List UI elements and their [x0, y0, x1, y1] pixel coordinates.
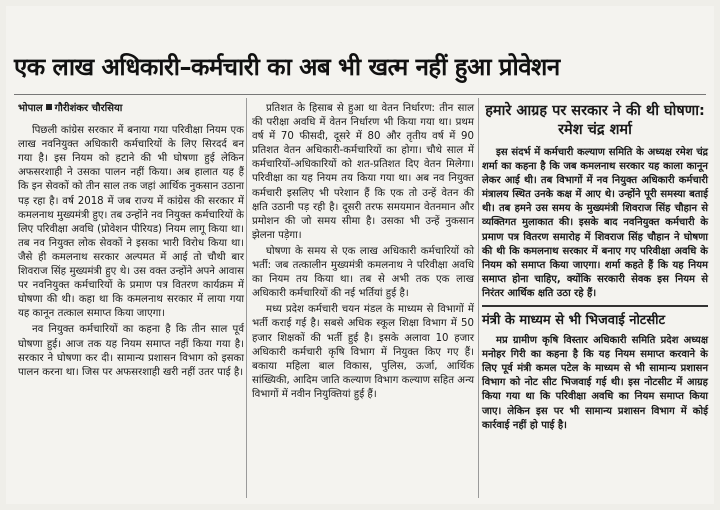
column-1: [18, 102, 244, 382]
headline-rule: [14, 94, 706, 95]
column-divider: [478, 98, 479, 498]
col2-paragraph-2: घोषणा के समय से एक लाख अधिकारी कर्मचारियों को भर्ती: जब तत्कालीन मुख्यमंत्री कमलनाथ ने परिवीक्षा अवधि का नियम तय किया था। तब से अभी तक एक लाख अधिकारी कर्मचारियों की नई भर्तियां हुई है।: [252, 245, 474, 300]
col2-paragraph-3: मध्य प्रदेश कर्मचारी चयन मंडल के माध्यम से विभागों में भर्ती कराई गई है। सबसे अधिक स्कूल शिक्षा विभाग में 50 हजार शिक्षकों की भर्ती हुई है। इसके अलावा 10 हजार अधिकारी कर्मचारी कृषि विभाग में नियुक्त किए गए हैं। बकाया महिला बाल विकास, पुलिस, ऊर्जा, आर्थिक सांख्यिकी, आदिम जाति कल्याण विभाग कल्याण सहित अन्य विभागों में नवीन नियुक्तियां हुई हैं।: [252, 304, 474, 400]
col1-paragraph-2: नव नियुक्त कर्मचारियों का कहना है कि तीन साल पूर्व घोषणा हुई। आज तक यह नियम समाप्त नहीं किया गया है। सरकार ने घोषणा कर दी। सामान्य प्रशासन विभाग को इसका पालन करना था। जिस पर अफसरशाही खरी नहीं उतर पाई है।: [18, 324, 244, 378]
col3-paragraph-2: मप्र ग्रामीण कृषि विस्तार अधिकारी समिति प्रदेश अध्यक्ष मनोहर गिरी का कहना है कि यह नियम समाप्त करवाने के लिए पूर्व मंत्री कमल पटेल के माध्यम से भी सामान्य प्रशासन विभाग को नोट सीट भिजवाई गई थी। इस नोटसीट में आग्रह किया गया था कि परिवीक्षा अवधि का नियम समाप्त किया जाए। लेकिन इस पर भी सामान्य प्रशासन विभाग में कोई कार्रवाई नहीं हो पाई है।: [482, 335, 708, 431]
newspaper-clipping: [6, 6, 714, 504]
square-bullet-icon: [46, 104, 52, 110]
column-divider: [246, 98, 247, 498]
byline: [18, 102, 244, 116]
byline-author: गौरीशंकर चौरसिया: [54, 103, 123, 114]
col2-paragraph-1: प्रतिशत के हिसाब से हुआ था वेतन निर्धारण: तीन साल की परीक्षा अवधि में वेतन निर्धारण भी किया गया था। प्रथम वर्ष में 70 फीसदी, दूसरे में 80 और तृतीय वर्ष में 90 प्रतिशत वेतन अधिकारी-कर्मचारियों का होगा। चौथे साल में कर्मचारियों-अधिकारियों को शत-प्रतिशत दिए वेतन मिलेगा। परिवीक्षा का यह नियम तय किया गया था। अब नव नियुक्त कर्मचारी इसलिए भी परेशान हैं कि एक तो उन्हें वेतन की क्षति उठानी पड़ रही है। दूसरी तरफ समयमान वेतनमान और प्रमोशन की जो समय सीमा है। उसका भी उन्हें नुकसान झेलना पड़ेगा।: [252, 103, 474, 241]
col1-paragraph-1: पिछली कांग्रेस सरकार में बनाया गया परिवीक्षा नियम एक लाख नवनियुक्त अधिकारी कर्मचारियों के लिए सिरदर्द बन गया है। इस नियम को हटाने की भी घोषणा हुई लेकिन अफसरशाही ने उसका पालन नहीं किया। अब हालात यह हैं कि इन सेवकों को तीन साल तक जहां आर्थिक नुकसान उठाना पड़ रहा है। वर्ष 2018 में जब राज्य में कांग्रेस की सरकार में कमलनाथ मुख्यमंत्री हुए। तब उन्होंने नव नियुक्त कर्मचारियों के लिए परिवीक्षा अवधि (प्रोवेशन पीरियड) नियम लागू किया था। तब नव नियुक्त लोक सेवकों ने इसका भारी विरोध किया था। जैसे ही कमलनाथ सरकार अल्पमत में आई तो चौथी बार शिवराज सिंह मुख्यमंत्री हुए थे। उस वक्त उन्होंने अपने आवास पर नवनियुक्त कर्मचारियों के प्रमाण पत्र वितरण कार्यक्रम में घोषणा की थी। कहा था कि कमलनाथ सरकार में लाया गया यह कानून तत्काल समाप्त किया जाएगा।: [18, 125, 244, 320]
subheading-1: हमारे आग्रह पर सरकार ने की थी घोषणा: रमेश चंद्र शर्मा: [485, 103, 705, 138]
headline: एक लाख अधिकारी–कर्मचारी का अब भी खत्म नहीं हुआ प्रोवेशन: [14, 53, 560, 81]
col3-paragraph-1: इस संदर्भ में कर्मचारी कल्याण समिति के अध्यक्ष रमेश चंद्र शर्मा का कहना है कि जब कमलनाथ सरकार यह काला कानून लेकर आई थी। तब विभागों में नव नियुक्त अधिकारी कर्मचारी मंत्रालय स्थित उनके कक्ष में आए थे। उन्होंने पूरी समस्या बताई थी। तब हमने उस समय के मुख्यमंत्री शिवराज सिंह चौहान से व्यक्तिगत मुलाकात की। इसके बाद नवनियुक्त कर्मचारी के प्रमाण पत्र वितरण समारोह में शिवराज सिंह चौहान ने घोषणा की थी कि कमलनाथ सरकार में बनाए गए परिवीक्षा अवधि के नियम को समाप्त किया जाएगा। शर्मा कहते हैं कि यह नियम समाप्त होना चाहिए, क्योंकि सरकारी सेवक इस नियम से निरंतर आर्थिक क्षति उठा रहे हैं।: [482, 147, 708, 299]
column-2: [252, 102, 474, 404]
subheading-2: मंत्री के माध्यम से भी भिजवाई नोटसीट: [482, 305, 708, 330]
byline-place: भोपाल: [18, 103, 43, 114]
column-3: [482, 102, 708, 435]
